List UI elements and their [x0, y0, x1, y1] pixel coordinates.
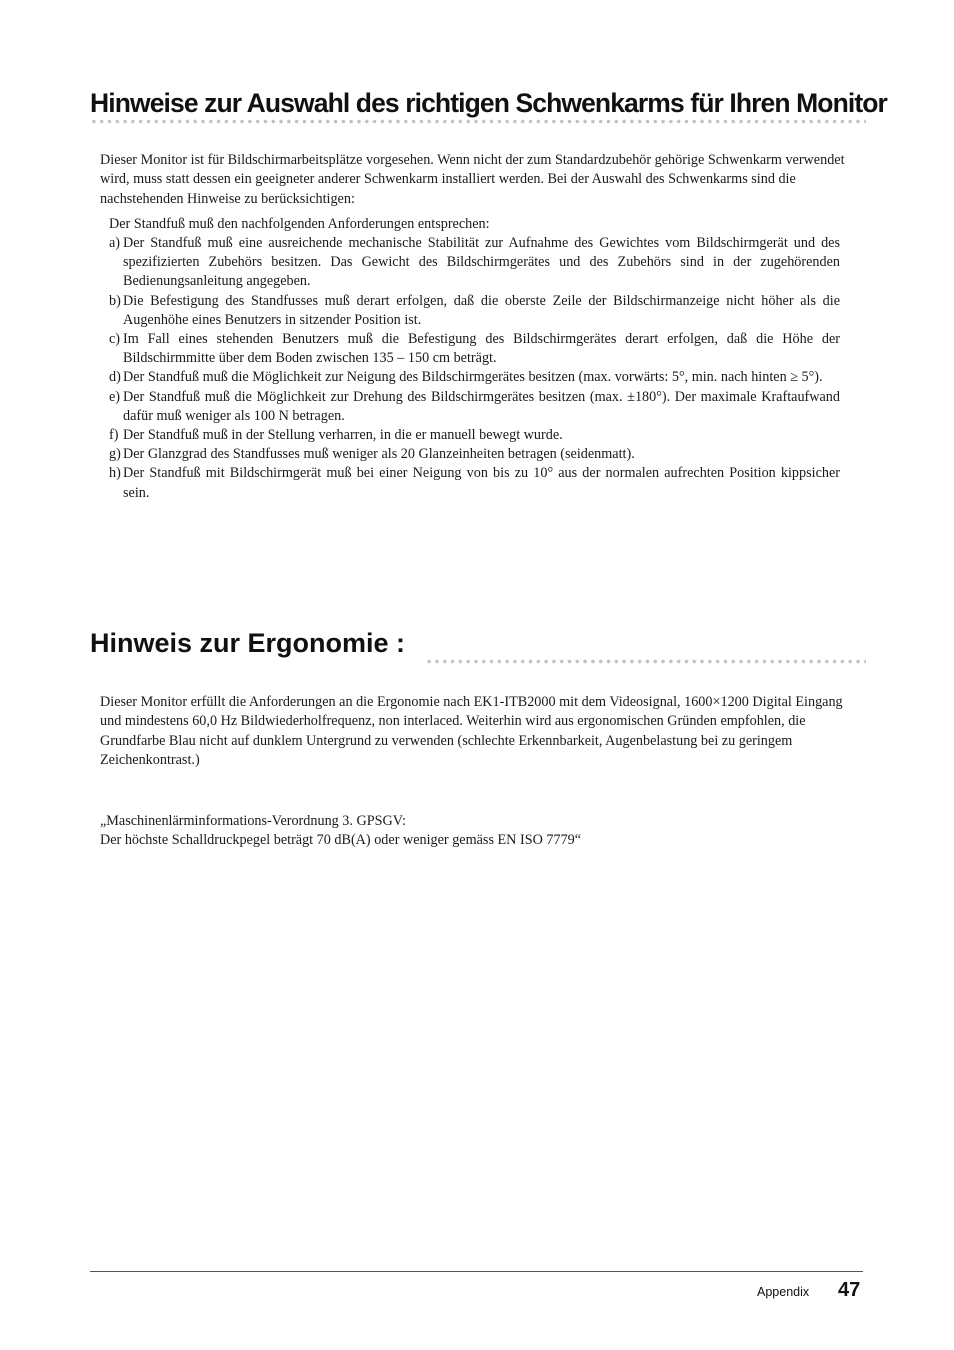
- noise-information: [100, 812, 845, 851]
- list-item-text: Der Standfuß mit Bildschirmgerät muß bei einer Neigung von bis zu 10° aus der normalen aufrechten Position kippsicher sein.: [123, 465, 840, 501]
- list-marker: c): [109, 331, 121, 348]
- list-item: [109, 426, 840, 445]
- list-marker: h): [109, 465, 121, 482]
- list-item: [109, 292, 840, 330]
- requirements-list: [109, 234, 840, 503]
- section-title-ergonomie: Hinweis zur Ergonomie :: [90, 628, 406, 658]
- footer-section-label: Appendix: [757, 1285, 810, 1299]
- list-item-text: Der Standfuß muß eine ausreichende mechanische Stabilität zur Aufnahme des Gewichtes vom Bildschirmgerät und des spezifizierten Zubehörs besitzen. Das Gewicht des Bildschirmgerätes und des Zubehörs sind in der zugehörenden Bedienungsanleitung angegeben.: [123, 235, 840, 290]
- list-item: [109, 368, 840, 387]
- section-title-schwenkarm: Hinweise zur Auswahl des richtigen Schwenkarms für Ihren Monitor: [90, 88, 887, 118]
- noise-line-2: Der höchste Schalldruckpegel beträgt 70 dB(A) oder weniger gemäss EN ISO 7779“: [100, 832, 582, 849]
- ergonomie-paragraph: Dieser Monitor erfüllt die Anforderungen an die Ergonomie nach EK1-ITB2000 mit dem Videosignal, 1600×1200 Digital Eingang und mindestens 60,0 Hz Bildwiederholfrequenz, non interlaced. Weiterhin wird aus ergonomischen Gründen empfohlen, die Grundfarbe Blau nicht auf dunklem Untergrund zu verwenden (schlechte Erkennbarkeit, Augenbelastung bei zu geringem Zeichenkontrast.): [100, 694, 843, 769]
- list-marker: e): [109, 388, 121, 405]
- list-item-text: Die Befestigung des Standfusses muß derart erfolgen, daß die oberste Zeile der Bildschirmanzeige nicht höher als die Augenhöhe eines Benutzers in sitzender Position ist.: [123, 292, 840, 328]
- list-marker: d): [109, 369, 121, 386]
- page-number: 47: [838, 1279, 861, 1301]
- list-item-text: Der Standfuß muß in der Stellung verharren, in die er manuell bewegt wurde.: [123, 427, 563, 444]
- list-item-text: Der Standfuß muß die Möglichkeit zur Drehung des Bildschirmgerätes besitzen (max. ±180°). Der maximale Kraftaufwand dafür muß weniger als 100 N betragen.: [123, 388, 840, 424]
- list-item: [109, 445, 840, 464]
- list-marker: g): [109, 446, 121, 463]
- schwenkarm-intro-paragraph: Dieser Monitor ist für Bildschirmarbeitsplätze vorgesehen. Wenn nicht der zum Standardzubehör gehörige Schwenkarm verwendet wird, muss statt dessen ein geeigneter anderer Schwenkarm installiert werden. Bei der Auswahl des Schwenkarms sind die nachstehenden Hinweise zu berücksichtigen:: [100, 152, 845, 207]
- list-item: [109, 330, 840, 368]
- list-item: [109, 234, 840, 292]
- list-item: [109, 388, 840, 426]
- list-item-text: Im Fall eines stehenden Benutzers muß die Befestigung des Bildschirmgerätes derart erfolgen, daß die Höhe der Bildschirmmitte über dem Boden zwischen 135 – 150 cm beträgt.: [123, 331, 840, 367]
- list-item: [109, 464, 840, 502]
- footer-rule: [90, 1271, 863, 1272]
- list-marker: b): [109, 292, 121, 309]
- list-item-text: Der Standfuß muß die Möglichkeit zur Neigung des Bildschirmgerätes besitzen (max. vorwärts: 5°, min. nach hinten ≥ 5°).: [123, 369, 823, 386]
- list-marker: f): [109, 427, 119, 444]
- requirements-intro: Der Standfuß muß den nachfolgenden Anforderungen entsprechen:: [109, 216, 490, 232]
- list-item-text: Der Glanzgrad des Standfusses muß weniger als 20 Glanzeinheiten betragen (seidenmatt).: [123, 446, 635, 463]
- noise-line-1: „Maschinenlärminformations-Verordnung 3. GPSGV:: [100, 813, 406, 829]
- title-dotted-rule: [90, 119, 866, 124]
- list-marker: a): [109, 235, 121, 251]
